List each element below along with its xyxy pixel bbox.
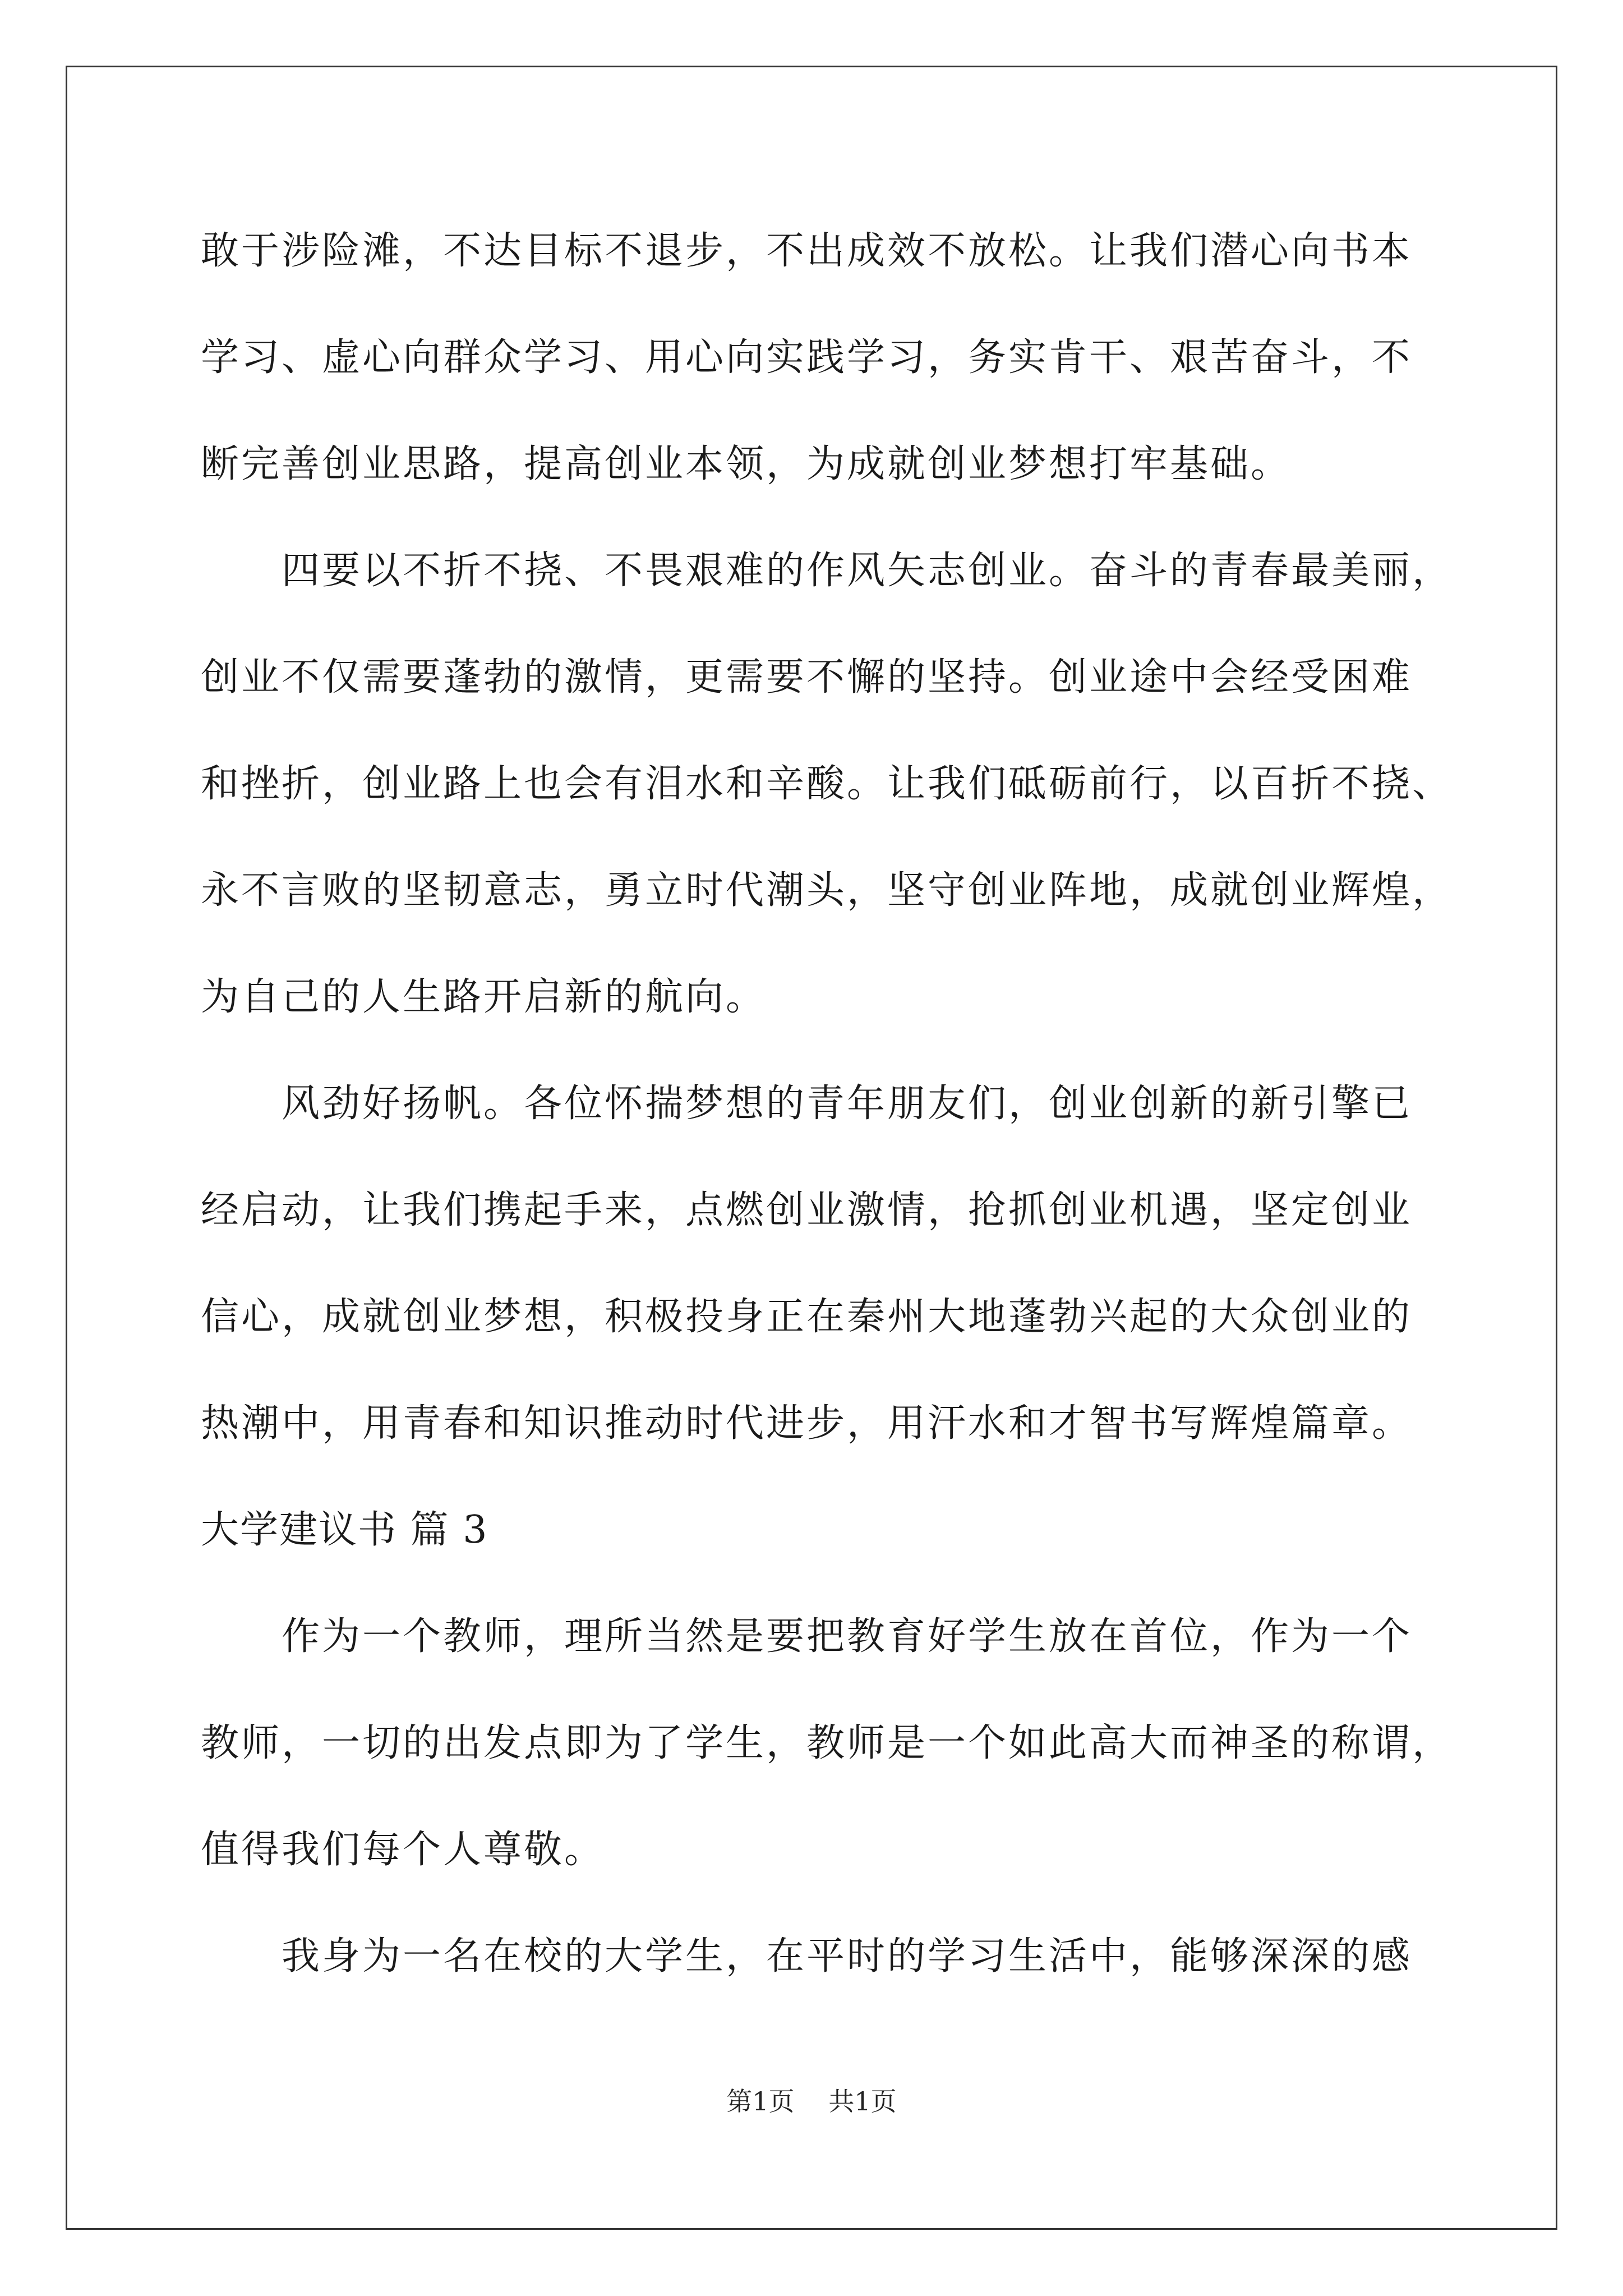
paragraph-start: 我身为一名在校的大学生，在平时的学习生活中，能够深深的感 xyxy=(282,1934,1413,1978)
page-total: 共1页 xyxy=(828,2086,897,2116)
text-line: 值得我们每个人尊敬。 xyxy=(201,1828,605,1872)
text-line: 经启动，让我们携起手来，点燃创业激情，抢抓创业机遇，坚定创业 xyxy=(201,1188,1413,1232)
text-line: 创业不仅需要蓬勃的激情，更需要不懈的坚持。创业途中会经受困难 xyxy=(201,655,1413,700)
text-line: 永不言败的坚韧意志，勇立时代潮头，坚守创业阵地，成就创业辉煌， xyxy=(201,868,1453,913)
text-line: 学习、虚心向群众学习、用心向实践学习，务实肯干、艰苦奋斗，不 xyxy=(201,335,1413,380)
section-heading: 大学建议书 篇 3 xyxy=(201,1508,488,1552)
text-line: 敢于涉险滩，不达目标不退步，不出成效不放松。让我们潜心向书本 xyxy=(201,229,1413,273)
paragraph-start: 风劲好扬帆。各位怀揣梦想的青年朋友们，创业创新的新引擎已 xyxy=(282,1082,1413,1126)
text-line: 热潮中，用青春和知识推动时代进步，用汗水和才智书写辉煌篇章。 xyxy=(201,1401,1413,1446)
page-number: 第1页 xyxy=(726,2086,795,2116)
paragraph-start: 四要以不折不挠、不畏艰难的作风矢志创业。奋斗的青春最美丽， xyxy=(282,549,1453,593)
text-line: 教师，一切的出发点即为了学生，教师是一个如此高大而神圣的称谓， xyxy=(201,1721,1453,1765)
page-footer xyxy=(0,2081,1623,2118)
document-body xyxy=(201,212,1453,2024)
text-line: 为自己的人生路开启新的航向。 xyxy=(201,975,767,1019)
text-line: 和挫折，创业路上也会有泪水和辛酸。让我们砥砺前行，以百折不挠、 xyxy=(201,762,1453,806)
text-line: 断完善创业思路，提高创业本领，为成就创业梦想打牢基础。 xyxy=(201,442,1292,486)
paragraph-start: 作为一个教师，理所当然是要把教育好学生放在首位，作为一个 xyxy=(282,1614,1413,1659)
text-line: 信心，成就创业梦想，积极投身正在秦州大地蓬勃兴起的大众创业的 xyxy=(201,1295,1413,1339)
